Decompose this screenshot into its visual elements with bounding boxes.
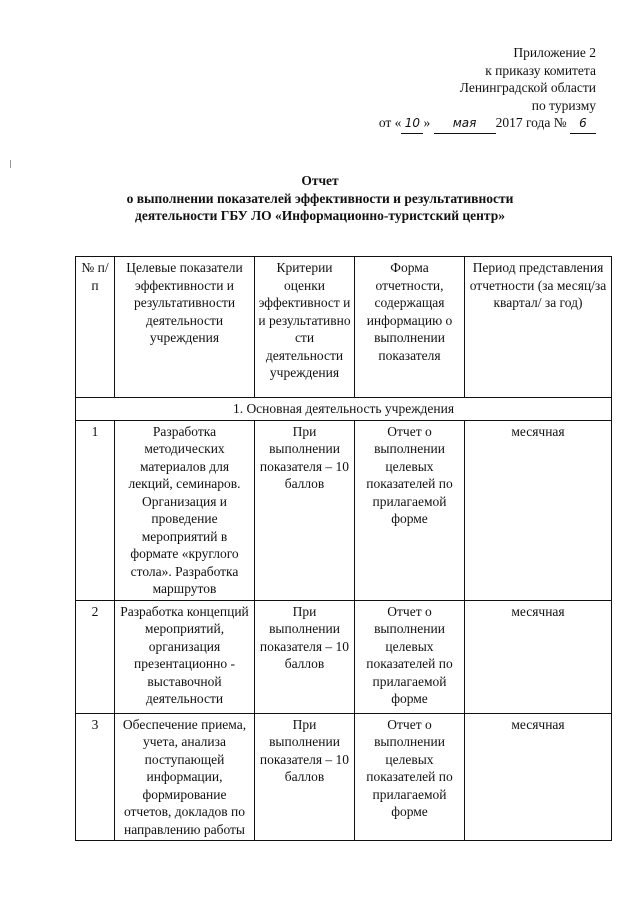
row-num: 2 <box>76 600 115 713</box>
appendix-line-3: Ленинградской области <box>459 80 596 95</box>
row-criteria: При выполнении показателя – 10 баллов <box>255 600 355 713</box>
header-form: Форма отчетности, содержащая информацию о выполнении показателя <box>355 257 465 398</box>
appendix-line-2: к приказу комитета <box>485 62 596 78</box>
table-row <box>76 600 612 713</box>
row-form: Отчет о выполнении целевых показателей по прилагаемой форме <box>355 420 465 600</box>
row-indicator: Разработка концепций мероприятий, организация презентационно - выставочной деятельности <box>115 600 255 713</box>
appendix-line-1: Приложение 2 <box>513 45 596 60</box>
section-row <box>76 398 612 421</box>
header-period: Период представления отчетности (за месяц/за квартал/ за год) <box>465 257 612 398</box>
header-num: № п/п <box>76 257 115 398</box>
order-month: мая <box>434 115 496 134</box>
row-indicator: Обеспечение приема, учета, анализа поступающей информации, формирование отчетов, докладов по направлению работы <box>115 713 255 841</box>
row-criteria: При выполнении показателя – 10 баллов <box>255 713 355 841</box>
order-day: 10 <box>401 115 423 134</box>
indicators-table <box>75 256 612 841</box>
margin-mark <box>10 160 11 168</box>
order-quote-close: » <box>423 115 431 130</box>
report-title <box>0 172 640 225</box>
row-period: месячная <box>465 420 612 600</box>
row-form: Отчет о выполнении целевых показателей по прилагаемой форме <box>355 713 465 841</box>
row-period: месячная <box>465 713 612 841</box>
order-prefix: от « <box>378 115 402 130</box>
header-criteria: Критерии оценки эффективност и и результативно сти деятельности учреждения <box>255 257 355 398</box>
row-indicator: Разработка методических материалов для лекций, семинаров. Организация и проведение мероприятий в формате «круглого стола». Разработка маршрутов <box>115 420 255 600</box>
row-form: Отчет о выполнении целевых показателей по прилагаемой форме <box>355 600 465 713</box>
row-period: месячная <box>465 600 612 713</box>
order-date-line <box>379 114 596 134</box>
table-row <box>76 713 612 841</box>
order-number: 6 <box>570 115 596 134</box>
table-row <box>76 420 612 600</box>
title-line-2: о выполнении показателей эффективности и результативности <box>126 190 514 206</box>
section-title: 1. Основная деятельность учреждения <box>76 398 612 421</box>
order-year: 2017 года № <box>495 115 567 130</box>
appendix-line-4: по туризму <box>531 97 596 113</box>
header-indicator: Целевые показатели эффективности и результативности деятельности учреждения <box>115 257 255 398</box>
appendix-header <box>379 44 596 134</box>
row-num: 3 <box>76 713 115 841</box>
row-criteria: При выполнении показателя – 10 баллов <box>255 420 355 600</box>
row-num: 1 <box>76 420 115 600</box>
title-line-1: Отчет <box>301 173 339 188</box>
table-header-row <box>76 257 612 398</box>
title-line-3: деятельности ГБУ ЛО «Информационно-туристский центр» <box>135 208 505 223</box>
